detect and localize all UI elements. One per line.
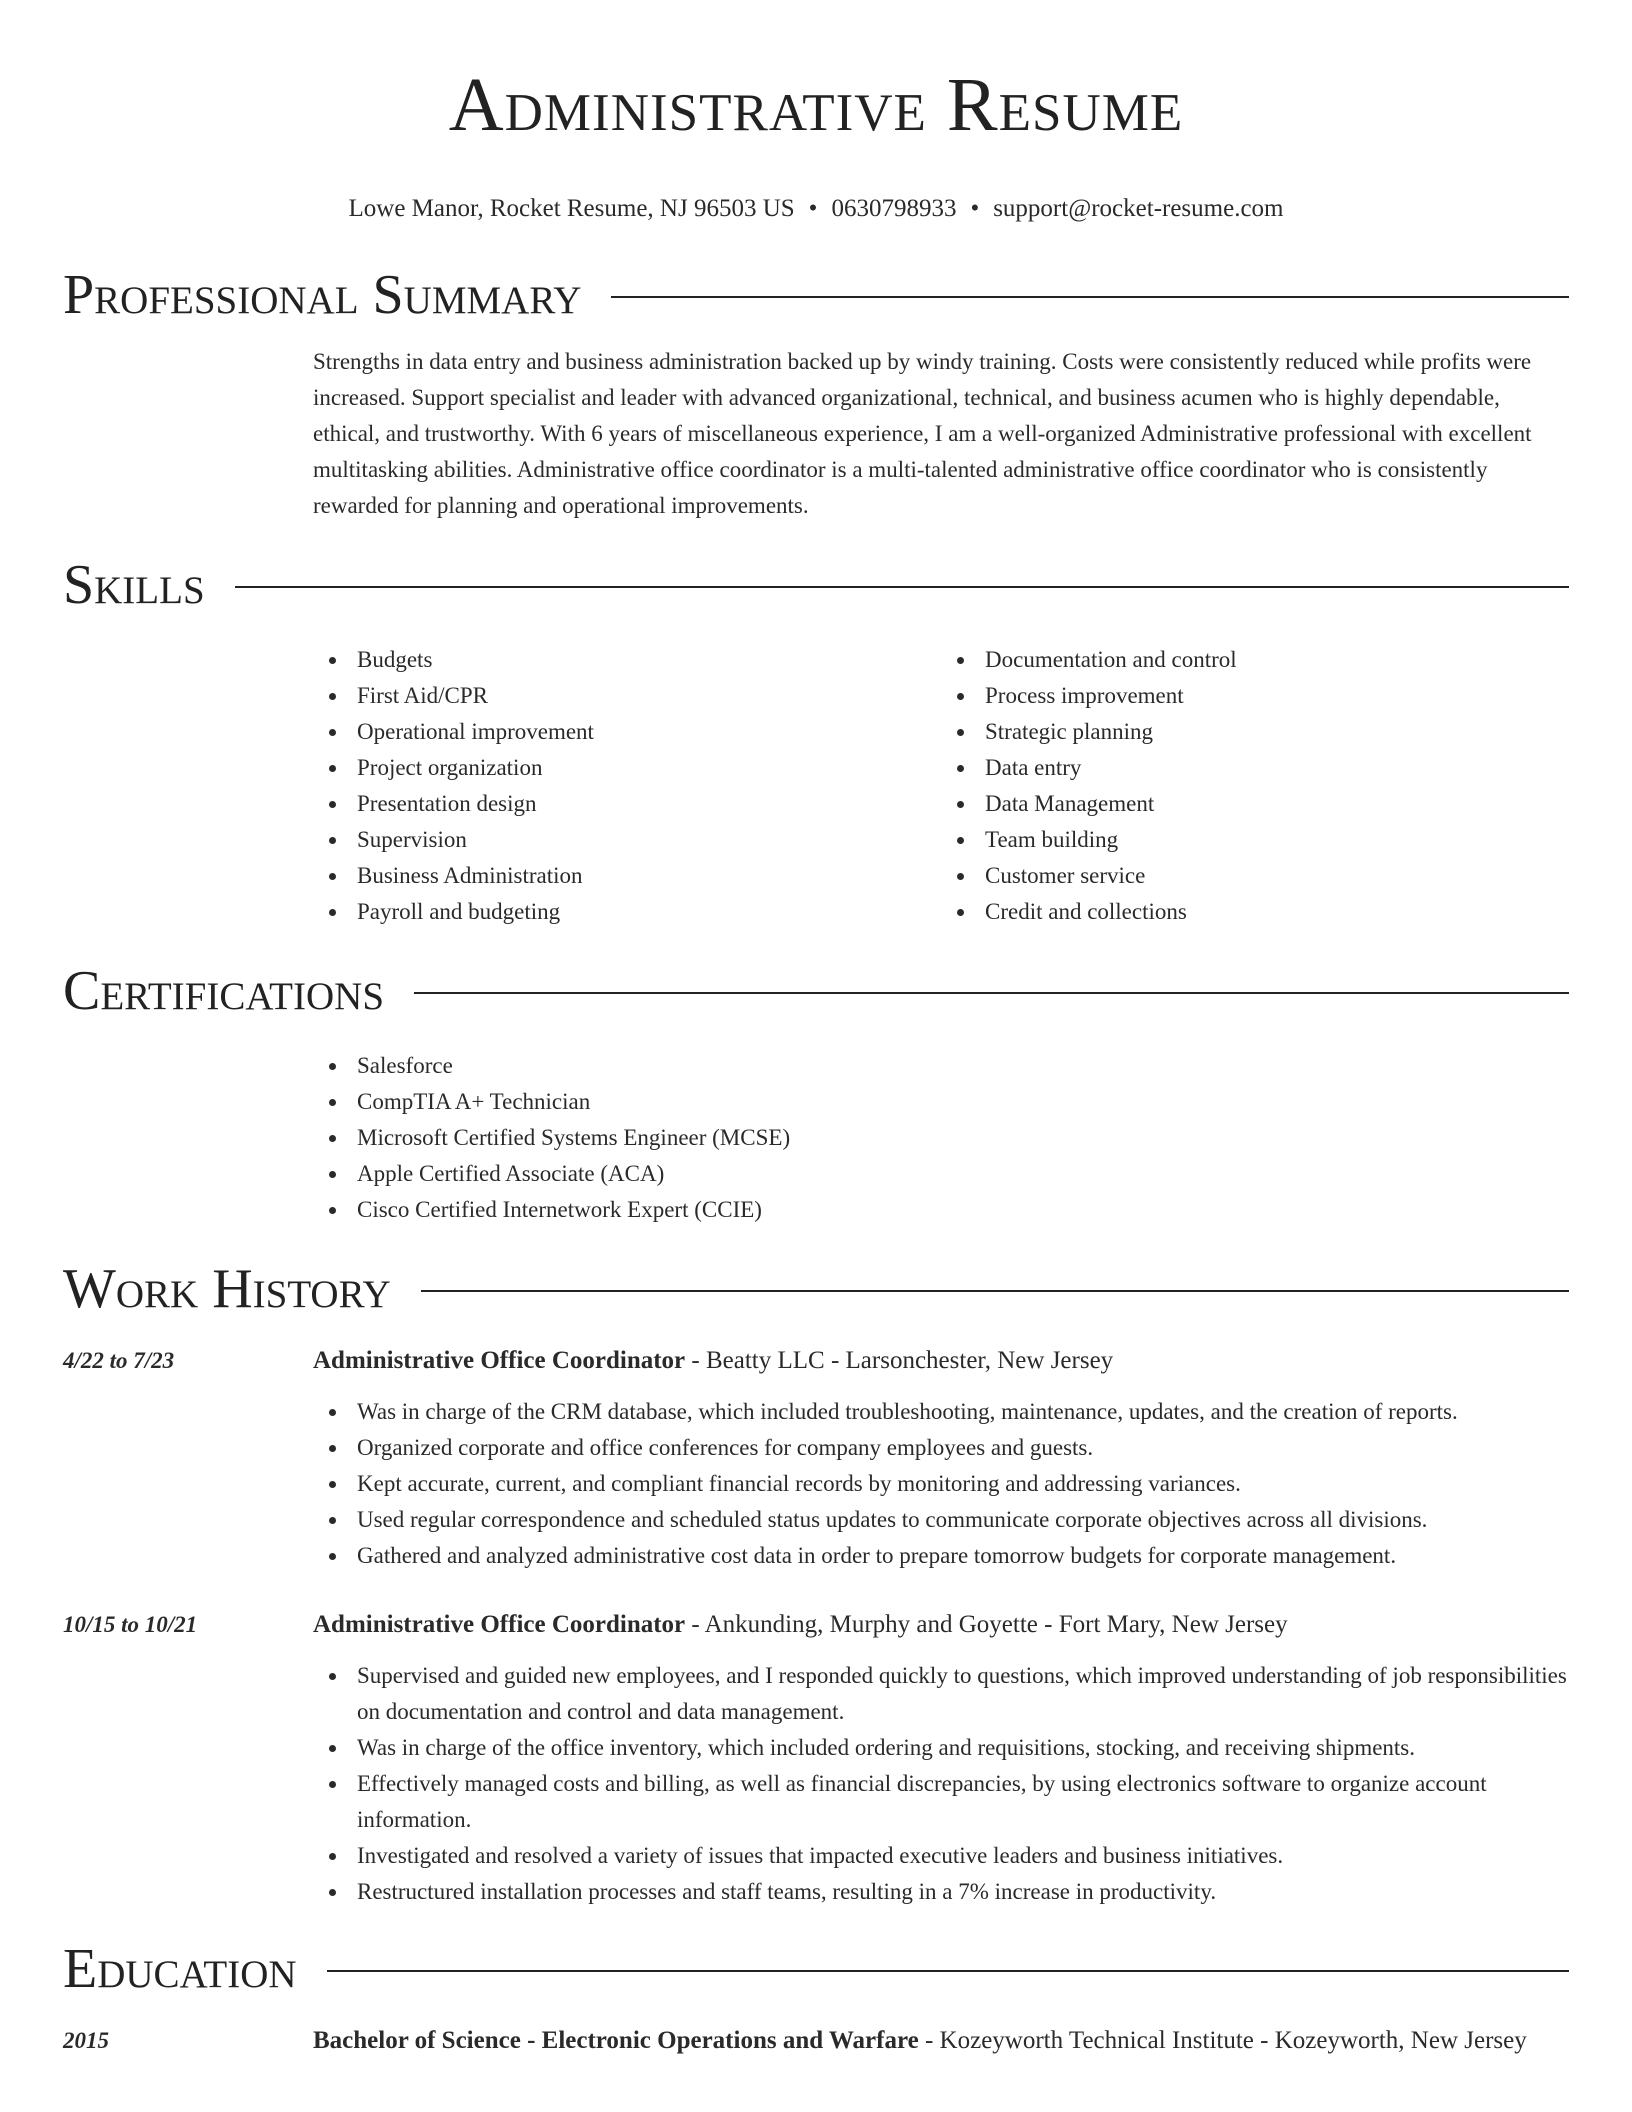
education-heading	[313, 2022, 1569, 2060]
skills-list-right	[941, 642, 1569, 930]
skill-item: Team building	[985, 822, 1569, 858]
job-dates: 10/15 to 10/21	[63, 1612, 198, 1637]
job-body	[313, 1342, 1569, 1574]
job-title: Administrative Office Coordinator	[313, 1611, 686, 1638]
contact-separator: •	[808, 195, 818, 222]
section-divider	[414, 992, 1569, 994]
section-divider	[421, 1290, 1569, 1292]
certifications-section	[63, 956, 1569, 1228]
section-header	[63, 1254, 1569, 1324]
certifications-content	[313, 1048, 1569, 1228]
certification-item: Apple Certified Associate (ACA)	[357, 1156, 1569, 1192]
job-entry	[63, 1342, 1569, 1574]
job-duty: Effectively managed costs and billing, as well as financial discrepancies, by using electronics software to organize account information.	[357, 1766, 1569, 1838]
skills-list-left	[313, 642, 941, 930]
certification-item: Microsoft Certified Systems Engineer (MCSE)	[357, 1120, 1569, 1156]
contact-separator: •	[970, 195, 980, 222]
section-title-summary: Professional Summary	[63, 264, 582, 326]
skill-item: Process improvement	[985, 678, 1569, 714]
section-header	[63, 260, 1569, 330]
education-body	[313, 2022, 1569, 2060]
job-duty: Restructured installation processes and staff teams, resulting in a 7% increase in productivity.	[357, 1874, 1569, 1910]
skill-item: First Aid/CPR	[357, 678, 941, 714]
job-duties	[313, 1394, 1569, 1574]
skill-item: Supervision	[357, 822, 941, 858]
job-duty: Organized corporate and office conferences for company employees and guests.	[357, 1430, 1569, 1466]
skills-grid	[313, 642, 1569, 930]
resume-title: Administrative Resume	[448, 63, 1184, 147]
education-year: 2015	[63, 2028, 109, 2053]
skill-item: Strategic planning	[985, 714, 1569, 750]
section-divider	[327, 1970, 1569, 1972]
skill-item: Documentation and control	[985, 642, 1569, 678]
contact-email: support@rocket-resume.com	[993, 195, 1284, 222]
job-duty: Gathered and analyzed administrative cost data in order to prepare tomorrow budgets for corporate management.	[357, 1538, 1569, 1574]
skill-item: Business Administration	[357, 858, 941, 894]
certification-item: Cisco Certified Internetwork Expert (CCIE)	[357, 1192, 1569, 1228]
section-header	[63, 1934, 1569, 2004]
summary-section	[63, 260, 1569, 524]
skill-item: Presentation design	[357, 786, 941, 822]
section-divider	[611, 296, 1569, 298]
job-dates: 4/22 to 7/23	[63, 1348, 175, 1373]
job-entry	[63, 1606, 1569, 1910]
school-details: - Kozeyworth Technical Institute - Kozeyworth, New Jersey	[918, 2027, 1527, 2054]
skill-item: Payroll and budgeting	[357, 894, 941, 930]
section-title-work-history: Work History	[63, 1258, 391, 1320]
skills-section	[63, 550, 1569, 930]
job-duty: Used regular correspondence and scheduled status updates to communicate corporate objectives across all divisions.	[357, 1502, 1569, 1538]
job-title: Administrative Office Coordinator	[313, 1347, 686, 1374]
section-divider	[235, 586, 1569, 588]
skill-item: Credit and collections	[985, 894, 1569, 930]
section-title-certifications: Certifications	[63, 960, 385, 1022]
section-title-education: Education	[63, 1938, 297, 2000]
skill-item: Customer service	[985, 858, 1569, 894]
contact-line	[63, 192, 1569, 226]
skill-item: Data Management	[985, 786, 1569, 822]
skill-item: Operational improvement	[357, 714, 941, 750]
education-section	[63, 1934, 1569, 2060]
job-body	[313, 1606, 1569, 1910]
work-history-section	[63, 1254, 1569, 1910]
job-duty: Was in charge of the office inventory, which included ordering and requisitions, stocking, and receiving shipments.	[357, 1730, 1569, 1766]
degree-title: Bachelor of Science - Electronic Operations and Warfare	[313, 2027, 919, 2054]
skill-item: Budgets	[357, 642, 941, 678]
skill-item: Project organization	[357, 750, 941, 786]
education-entry	[63, 2022, 1569, 2060]
certification-item: Salesforce	[357, 1048, 1569, 1084]
job-employer: - Beatty LLC - Larsonchester, New Jersey	[685, 1347, 1114, 1374]
job-duty: Was in charge of the CRM database, which included troubleshooting, maintenance, updates, and the creation of reports.	[357, 1394, 1569, 1430]
job-duty: Investigated and resolved a variety of issues that impacted executive leaders and business initiatives.	[357, 1838, 1569, 1874]
job-employer: - Ankunding, Murphy and Goyette - Fort Mary, New Jersey	[685, 1611, 1288, 1638]
certifications-list	[313, 1048, 1569, 1228]
job-duties	[313, 1658, 1569, 1910]
job-duty: Supervised and guided new employees, and I responded quickly to questions, which improved understanding of job responsibilities on documentation and control and data management.	[357, 1658, 1569, 1730]
job-duty: Kept accurate, current, and compliant financial records by monitoring and addressing variances.	[357, 1466, 1569, 1502]
certification-item: CompTIA A+ Technician	[357, 1084, 1569, 1120]
contact-address: Lowe Manor, Rocket Resume, NJ 96503 US	[348, 195, 795, 222]
job-heading	[313, 1606, 1569, 1644]
job-heading	[313, 1342, 1569, 1380]
contact-phone: 0630798933	[831, 195, 957, 222]
skill-item: Data entry	[985, 750, 1569, 786]
section-title-skills: Skills	[63, 554, 205, 616]
section-header	[63, 956, 1569, 1026]
section-header	[63, 550, 1569, 620]
summary-text: Strengths in data entry and business administration backed up by windy training. Costs were consistently reduced while profits were increased. Support specialist and leader with advanced organizational, technical, and business acumen who is highly dependable, ethical, and trustworthy. With 6 years of miscellaneous experience, I am a well-organized Administrative professional with excellent multitasking abilities. Administrative office coordinator is a multi-talented administrative office coordinator who is consistently rewarded for planning and operational improvements.	[313, 349, 1532, 518]
